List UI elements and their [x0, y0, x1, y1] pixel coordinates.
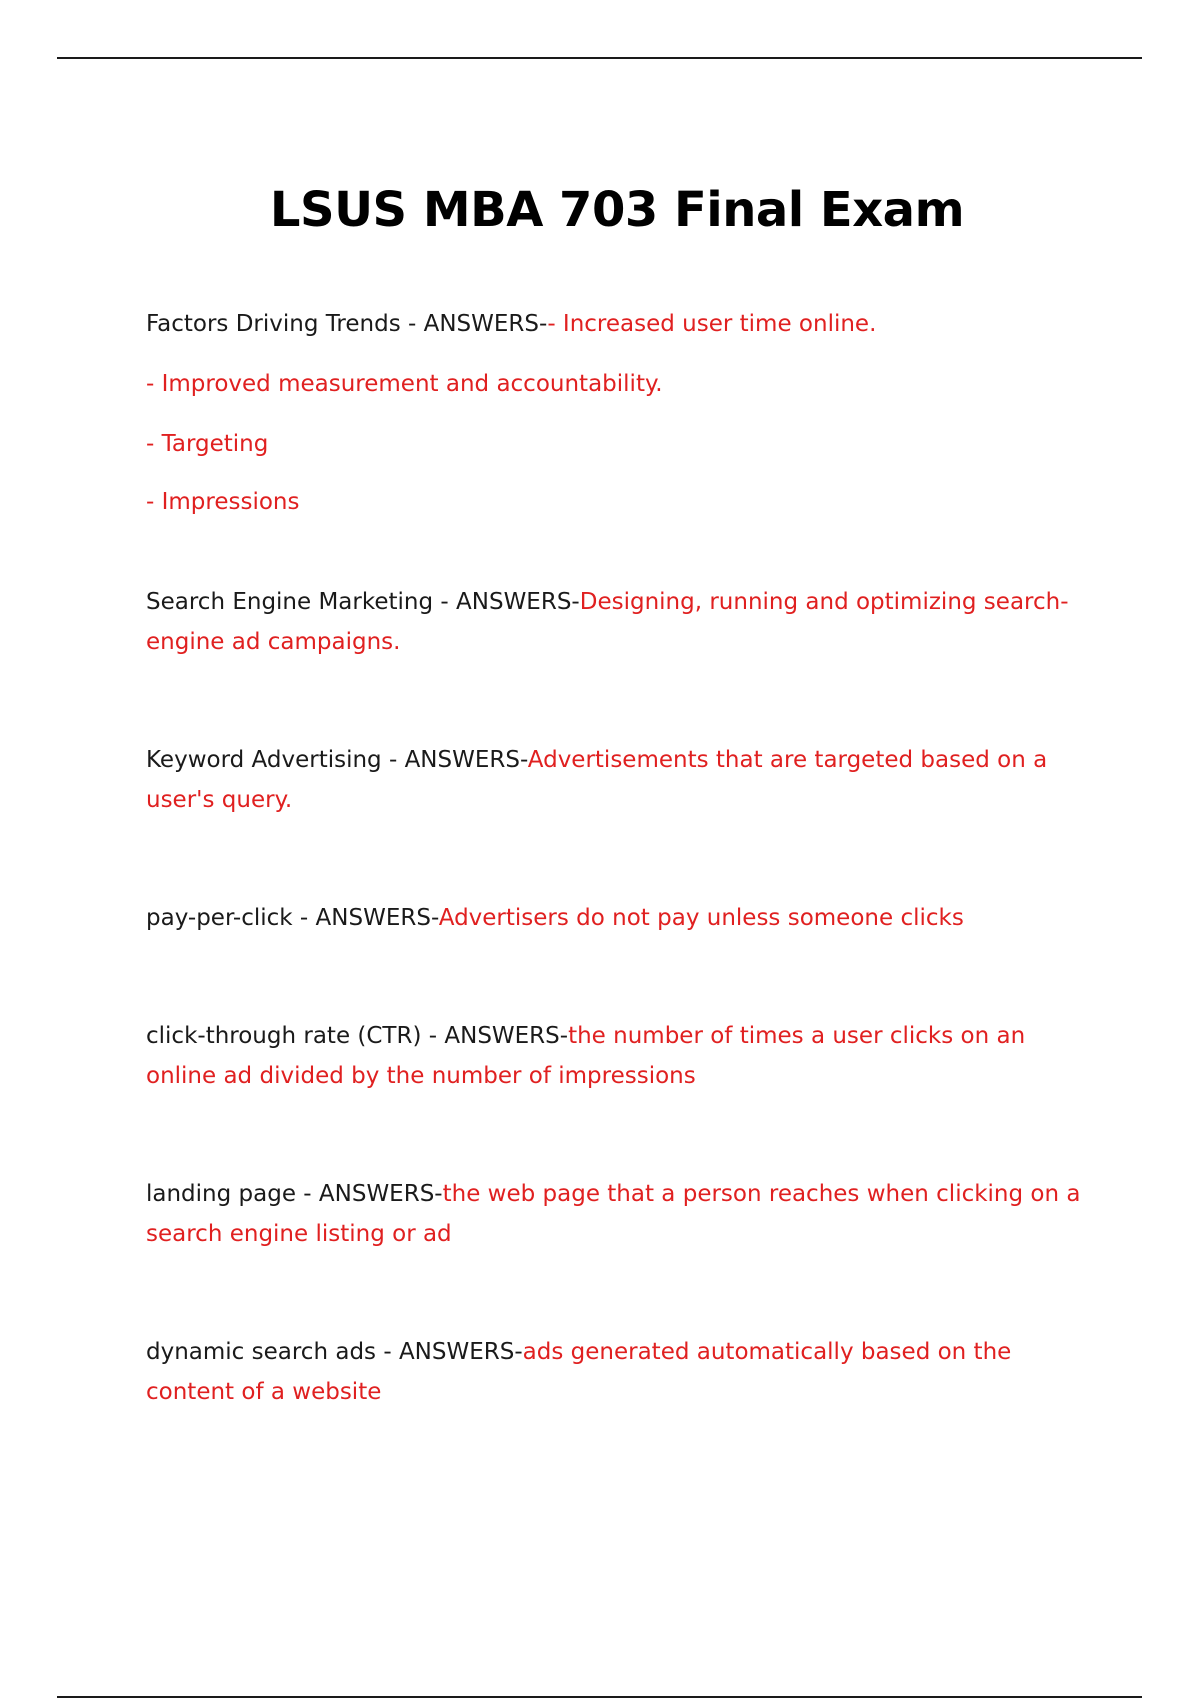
entry-answer: Designing, running and optimizing search-engine ad campaigns. [146, 589, 1069, 655]
top-rule [57, 57, 1142, 59]
entry-search-engine-marketing [146, 582, 1096, 662]
entry-answer-line: - Impressions [146, 489, 300, 515]
entry-answer: Advertisements that are targeted based on a user's query. [146, 747, 1048, 813]
flashcard-list [146, 304, 1096, 1412]
entry-term: dynamic search ads [146, 1339, 377, 1365]
entry-term: click-through rate (CTR) [146, 1023, 422, 1049]
entry-pay-per-click [146, 898, 1096, 938]
entry-answer: the number of times a user clicks on an online ad divided by the number of impressions [146, 1023, 1026, 1089]
entry-answer: - Increased user time online. [547, 311, 877, 337]
entry-separator: - ANSWERS- [400, 311, 548, 337]
entry-keyword-advertising [146, 740, 1096, 820]
entry-term: Search Engine Marketing [146, 589, 434, 615]
document-title: LSUS MBA 703 Final Exam [269, 182, 965, 239]
entry-click-through-rate [146, 1016, 1096, 1096]
entry-answer: ads generated automatically based on the content of a website [146, 1339, 1012, 1405]
entry-separator: - ANSWERS- [376, 1339, 523, 1365]
entry-separator: - ANSWERS- [381, 747, 528, 773]
entry-term: Factors Driving Trends [146, 311, 401, 337]
entry-term: landing page [146, 1181, 296, 1207]
bottom-rule [57, 1696, 1142, 1698]
entry-term: Keyword Advertising [146, 747, 382, 773]
entry-answer-line: - Improved measurement and accountability. [146, 371, 663, 397]
entry-answer: Advertisers do not pay unless someone clicks [438, 905, 964, 931]
entry-landing-page [146, 1174, 1096, 1254]
entry-dynamic-search-ads [146, 1332, 1096, 1412]
entry-factors-driving-trends [146, 304, 1096, 344]
entry-separator: - ANSWERS- [295, 1181, 443, 1207]
entry-separator: - ANSWERS- [421, 1023, 569, 1049]
entry-separator: - ANSWERS- [433, 589, 580, 615]
entry-term: pay-per-click [146, 905, 293, 931]
entry-answer: the web page that a person reaches when clicking on a search engine listing or ad [146, 1181, 1081, 1247]
entry-answer-line: - Targeting [146, 431, 269, 457]
entry-separator: - ANSWERS- [292, 905, 439, 931]
